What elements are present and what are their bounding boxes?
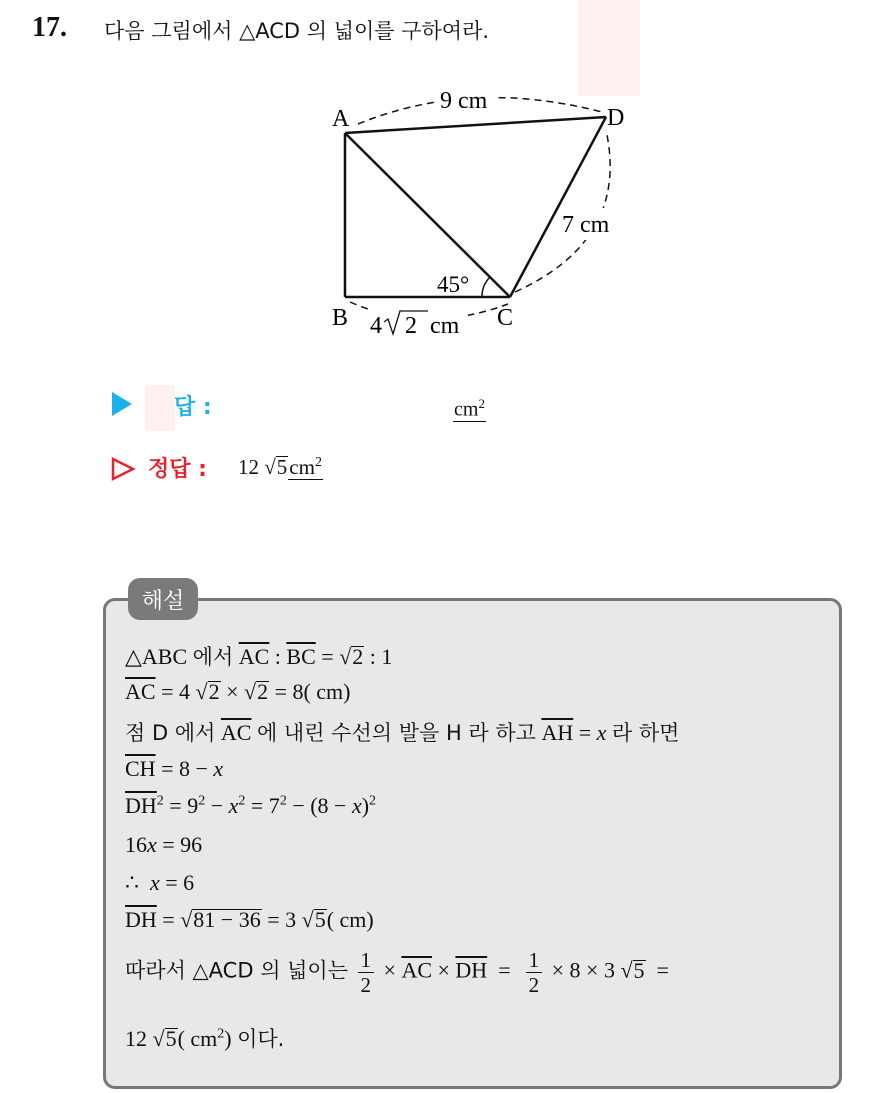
segment-ad: [345, 117, 606, 133]
segment-cd: [510, 117, 606, 297]
explanation-line-4: $\overline{CH} = 8 - x$: [125, 756, 224, 781]
correct-coef: 12: [238, 455, 259, 479]
answer-unit-exp: 2: [478, 396, 485, 411]
explanation-line-5: $\overline{DH}^2 = 9^2 - x^2 = 7^2 - (8 - x)^2$: [125, 793, 377, 818]
angle-label: 45°: [437, 272, 470, 297]
length-bc-unit: cm: [430, 313, 460, 339]
label-c: C: [497, 305, 514, 331]
length-bc-rad: 2: [405, 313, 417, 339]
correct-rad: 5: [276, 455, 288, 479]
explanation-line-10: 12 √5( $cm^2$) 이다.: [125, 1026, 285, 1051]
explanation-line-3: 점 D 에서 $\overline{AC}$ 에 내린 수선의 발을 H 라 하고 $\overline{AH} = x$ 라 하면: [125, 720, 680, 745]
explanation-tag: 해설: [128, 578, 198, 620]
label-b: B: [332, 305, 349, 331]
explanation-line-8: $\overline{DH} = √81 - 36 = 3$ √5( cm): [125, 907, 374, 932]
highlight-mark: [145, 385, 175, 431]
play-icon: [112, 392, 132, 416]
segment-ac: [345, 133, 510, 297]
explanation-box: [103, 598, 842, 1089]
question-number: 17.: [32, 12, 67, 43]
correct-label: 정답 :: [148, 457, 207, 482]
length-bc-coef: 4: [370, 313, 382, 339]
explanation-line-7: ∴ x = 6: [125, 870, 195, 895]
outline-play-icon: [110, 456, 136, 482]
label-d: D: [607, 105, 625, 131]
explanation-line-6: 16x = 96: [125, 832, 203, 857]
fraction: $\frac{1}{2}$: [526, 948, 543, 997]
geometry-figure: [320, 80, 640, 350]
correct-unit: $cm^2$: [289, 455, 322, 479]
fraction: $\frac{1}{2}$: [358, 948, 375, 997]
label-a: A: [332, 106, 350, 132]
explanation-line-1: △ABC 에서 $\overline{AC}$ : $\overline{BC} = √2$ : 1: [125, 644, 393, 669]
correct-value: 12 $√5cm^2$: [238, 455, 322, 479]
angle-arc: [482, 277, 490, 297]
question-text: 다음 그림에서 △ACD 의 넓이를 구하여라.: [104, 19, 490, 43]
explanation-line-9: 따라서 △ACD 의 넓이는 $\frac{1}{2}$ × $\overline{AC} \times \overline{DH}$ = $\frac{1}{2}$ × 8 × 3 √5 =: [125, 948, 669, 997]
answer-unit: cm: [454, 398, 479, 421]
length-cd: 7 cm: [562, 212, 610, 238]
length-ad: 9 cm: [440, 88, 488, 114]
answer-label: 답 :: [174, 395, 212, 420]
answer-blank[interactable]: [453, 393, 486, 422]
explanation-line-2: $\overline{AC} = 4$ √2 × √2 = 8( cm): [125, 679, 351, 704]
